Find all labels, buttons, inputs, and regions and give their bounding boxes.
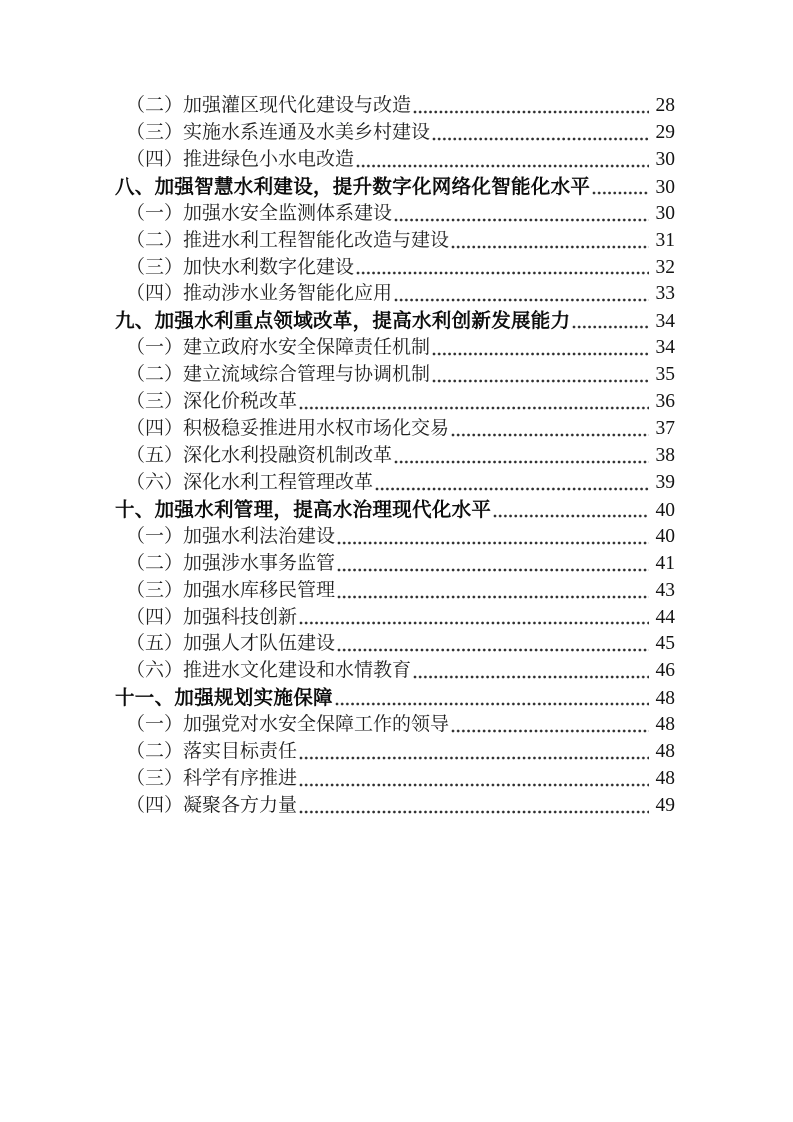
toc-entry[interactable] — [115, 201, 675, 228]
toc-entry-label: （三）加强水库移民管理 — [126, 579, 336, 601]
dot-leader — [299, 782, 649, 788]
dot-leader — [394, 217, 649, 223]
toc-entry[interactable] — [115, 228, 675, 255]
dot-leader — [299, 755, 649, 761]
toc-entry-page-number: 30 — [655, 202, 675, 224]
dot-leader — [337, 594, 649, 600]
toc-entry[interactable] — [115, 120, 675, 147]
toc-entry[interactable] — [115, 524, 675, 551]
toc-entry[interactable] — [115, 174, 675, 201]
toc-entry-label: （一）建立政府水安全保障责任机制 — [126, 337, 431, 359]
toc-entry[interactable] — [115, 443, 675, 470]
toc-entry[interactable] — [115, 308, 675, 335]
dot-leader — [394, 459, 649, 465]
toc-entry-page-number: 39 — [655, 471, 675, 493]
toc-entry-label: （一）加强水安全监测体系建设 — [126, 202, 393, 224]
toc-entry[interactable] — [115, 281, 675, 308]
toc-entry-label: （六）推进水文化建设和水情教育 — [126, 660, 412, 682]
toc-entry-label: （五）深化水利投融资机制改革 — [126, 444, 393, 466]
dot-leader — [572, 324, 649, 330]
toc-entry-page-number: 46 — [655, 660, 675, 682]
toc-entry-label: （一）加强党对水安全保障工作的领导 — [126, 714, 450, 736]
toc-entry-label: （四）加强科技创新 — [126, 606, 298, 628]
dot-leader — [337, 567, 649, 573]
toc-entry[interactable] — [115, 335, 675, 362]
toc-entry-page-number: 49 — [655, 794, 675, 816]
dot-leader — [432, 351, 649, 357]
toc-entry-page-number: 32 — [655, 256, 675, 278]
toc-entry-page-number: 34 — [655, 337, 675, 359]
dot-leader — [299, 620, 649, 626]
toc-entry-label: （四）凝聚各方力量 — [126, 794, 298, 816]
toc-entry[interactable] — [115, 389, 675, 416]
toc-entry-page-number: 30 — [655, 148, 675, 170]
toc-entry-page-number: 36 — [655, 391, 675, 413]
dot-leader — [432, 136, 649, 142]
toc-entry-label: （四）推动涉水业务智能化应用 — [126, 283, 393, 305]
toc-entry-label: （二）落实目标责任 — [126, 741, 298, 763]
dot-leader — [356, 163, 649, 169]
toc-entry-label: （三）深化价税改革 — [126, 391, 298, 413]
toc-entry[interactable] — [115, 685, 675, 712]
toc-entry[interactable] — [115, 658, 675, 685]
dot-leader — [394, 297, 649, 303]
toc-entry[interactable] — [115, 578, 675, 605]
toc-entry-label: （五）加强人才队伍建设 — [126, 633, 336, 655]
toc-entry-label: 十、加强水利管理，提高水治理现代化水平 — [115, 498, 492, 521]
toc-entry-label: （六）深化水利工程管理改革 — [126, 471, 374, 493]
toc-entry-page-number: 30 — [655, 176, 675, 198]
toc-entry-page-number: 37 — [655, 418, 675, 440]
dot-leader — [375, 486, 649, 492]
toc-entry-label: （一）加强水利法治建设 — [126, 525, 336, 547]
toc-entry-page-number: 40 — [655, 525, 675, 547]
toc-entry-page-number: 35 — [655, 364, 675, 386]
dot-leader — [299, 809, 649, 815]
toc-entry[interactable] — [115, 631, 675, 658]
toc-entry-label: （二）加强灌区现代化建设与改造 — [126, 95, 412, 116]
toc-entry-label: 九、加强水利重点领域改革，提高水利创新发展能力 — [115, 310, 571, 333]
table-of-contents — [115, 93, 675, 820]
toc-entry-page-number: 38 — [655, 444, 675, 466]
dot-leader — [413, 109, 649, 115]
toc-entry-label: 十一、加强规划实施保障 — [115, 687, 333, 710]
toc-entry[interactable] — [115, 793, 675, 820]
toc-entry-page-number: 31 — [655, 229, 675, 251]
dot-leader — [337, 647, 649, 653]
toc-entry[interactable] — [115, 93, 675, 120]
toc-entry-page-number: 48 — [655, 741, 675, 763]
toc-entry-page-number: 33 — [655, 283, 675, 305]
toc-entry-label: 八、加强智慧水利建设，提升数字化网络化智能化水平 — [115, 175, 591, 198]
toc-entry[interactable] — [115, 551, 675, 578]
toc-entry-page-number: 48 — [655, 688, 675, 710]
toc-entry[interactable] — [115, 739, 675, 766]
toc-entry-page-number: 34 — [655, 311, 675, 333]
dot-leader — [451, 728, 649, 734]
dot-leader — [337, 540, 649, 546]
toc-entry-page-number: 28 — [655, 95, 675, 116]
toc-entry-page-number: 43 — [655, 579, 675, 601]
toc-entry-page-number: 48 — [655, 714, 675, 736]
toc-entry[interactable] — [115, 470, 675, 497]
toc-entry-page-number: 29 — [655, 121, 675, 143]
dot-leader — [592, 190, 649, 196]
toc-entry-label: （二）加强涉水事务监管 — [126, 552, 336, 574]
dot-leader — [299, 405, 649, 411]
dot-leader — [335, 701, 649, 707]
toc-entry-label: （二）推进水利工程智能化改造与建设 — [126, 229, 450, 251]
toc-entry[interactable] — [115, 605, 675, 632]
toc-entry-page-number: 40 — [655, 499, 675, 521]
dot-leader — [451, 432, 649, 438]
toc-entry-page-number: 41 — [655, 552, 675, 574]
toc-entry-page-number: 45 — [655, 633, 675, 655]
toc-entry[interactable] — [115, 497, 675, 524]
dot-leader — [413, 674, 649, 680]
toc-entry[interactable] — [115, 255, 675, 282]
toc-entry[interactable] — [115, 362, 675, 389]
toc-entry-label: （三）科学有序推进 — [126, 768, 298, 790]
toc-entry[interactable] — [115, 712, 675, 739]
toc-entry-label: （四）积极稳妥推进用水权市场化交易 — [126, 418, 450, 440]
toc-entry-label: （四）推进绿色小水电改造 — [126, 148, 355, 170]
toc-entry[interactable] — [115, 416, 675, 443]
dot-leader — [451, 244, 649, 250]
toc-entry[interactable] — [115, 147, 675, 174]
dot-leader — [493, 513, 649, 519]
dot-leader — [432, 378, 649, 384]
toc-entry[interactable] — [115, 766, 675, 793]
toc-entry-label: （三）加快水利数字化建设 — [126, 256, 355, 278]
dot-leader — [356, 270, 649, 276]
toc-entry-label: （三）实施水系连通及水美乡村建设 — [126, 121, 431, 143]
toc-entry-page-number: 44 — [655, 606, 675, 628]
toc-entry-page-number: 48 — [655, 768, 675, 790]
toc-entry-label: （二）建立流域综合管理与协调机制 — [126, 364, 431, 386]
